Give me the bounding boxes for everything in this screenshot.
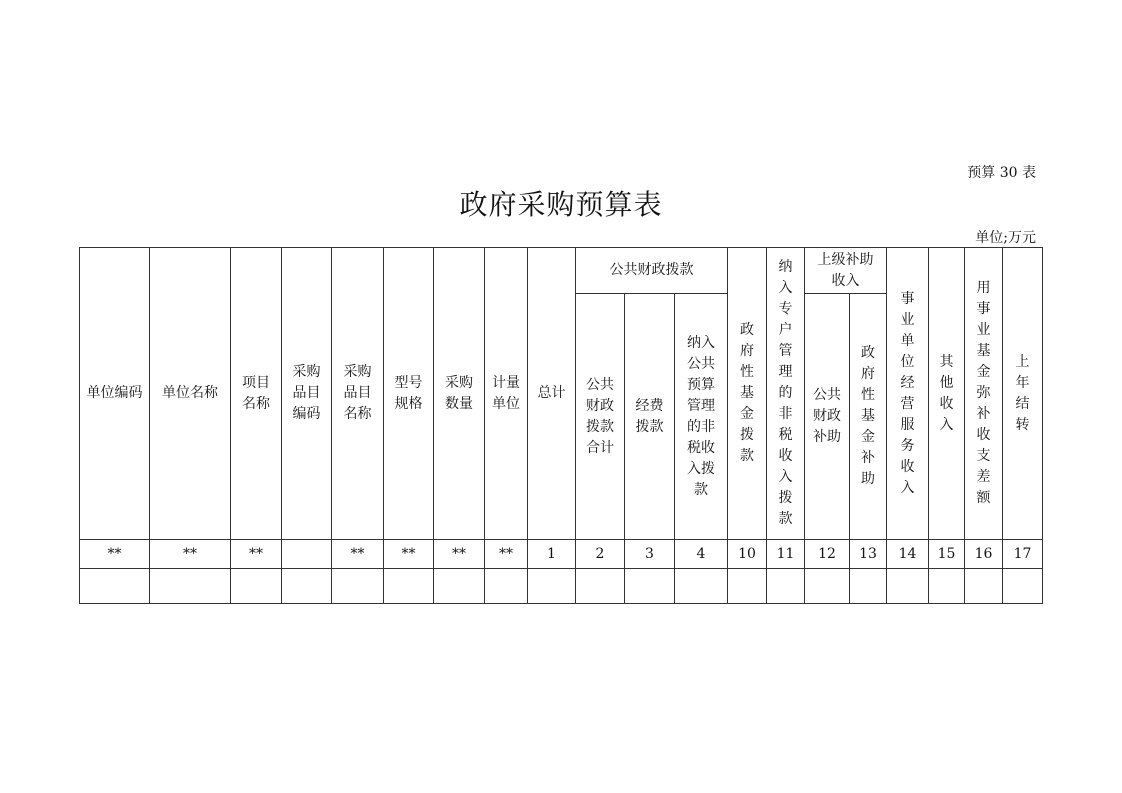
header-other-income: 其他收入 [929,248,965,540]
header-carryover: 上年结转 [1003,248,1043,540]
table-cell: ** [434,540,485,569]
header-measure-unit: 计量单位 [485,248,528,540]
table-cell [576,569,625,604]
table-cell: 12 [805,540,850,569]
table-cell: ** [80,540,150,569]
table-cell [282,540,332,569]
table-cell: 2 [576,540,625,569]
header-quantity: 采购数量 [434,248,485,540]
table-cell: 1 [528,540,576,569]
table-cell [231,569,282,604]
header-gov-fund-subsidy: 政府性基金补助 [850,294,887,540]
table-cell: ** [332,540,384,569]
header-item-code: 采购品目编码 [282,248,332,540]
header-public-fiscal-total: 公共财政拨款合计 [576,294,625,540]
table-cell: 14 [887,540,929,569]
table-cell: 11 [767,540,805,569]
table-row [80,540,1043,569]
table-cell [332,569,384,604]
table-cell: 15 [929,540,965,569]
table-cell: ** [150,540,231,569]
page-title: 政府采购预算表 [459,188,663,221]
table-cell: 10 [728,540,767,569]
header-operating-funds: 经费拨款 [625,294,675,540]
header-non-tax-special: 纳入公共预算管理的非税收入拨款 [675,294,728,540]
table-cell [887,569,929,604]
table-cell [1003,569,1043,604]
budget-table [79,247,1043,604]
table-cell [805,569,850,604]
header-public-fiscal-subsidy: 公共财政补助 [805,294,850,540]
table-cell: 3 [625,540,675,569]
table-cell: ** [485,540,528,569]
table-cell [929,569,965,604]
table-cell [965,569,1003,604]
form-number: 预算 30 表 [967,165,1036,181]
unit-label: 单位;万元 [975,230,1036,246]
header-superior-subsidy-group: 上级补助收入 [805,248,887,294]
table-cell [528,569,576,604]
table-cell [434,569,485,604]
table-row [80,569,1043,604]
header-reserve-fund: 用事业基金弥补收支差额 [965,248,1003,540]
header-total: 总计 [528,248,576,540]
table-cell [850,569,887,604]
header-gov-fund: 政府性基金拨款 [728,248,767,540]
table-cell: 16 [965,540,1003,569]
table-cell: 13 [850,540,887,569]
header-model-spec: 型号规格 [384,248,434,540]
table-cell [625,569,675,604]
table-cell [728,569,767,604]
header-project-name: 项目名称 [231,248,282,540]
header-special-non-tax: 纳入专户管理的非税收入拨款 [767,248,805,540]
table-cell [150,569,231,604]
table-cell: ** [384,540,434,569]
table-cell [675,569,728,604]
table-cell: 17 [1003,540,1043,569]
header-business-income: 事业单位经营服务收入 [887,248,929,540]
header-unit-code: 单位编码 [80,248,150,540]
table-cell [282,569,332,604]
header-unit-name: 单位名称 [150,248,231,540]
header-public-fiscal-group: 公共财政拨款 [576,248,728,294]
table-cell [384,569,434,604]
table-cell [80,569,150,604]
table-cell: ** [231,540,282,569]
table-cell [485,569,528,604]
table-cell [767,569,805,604]
header-item-name: 采购品目名称 [332,248,384,540]
table-cell: 4 [675,540,728,569]
